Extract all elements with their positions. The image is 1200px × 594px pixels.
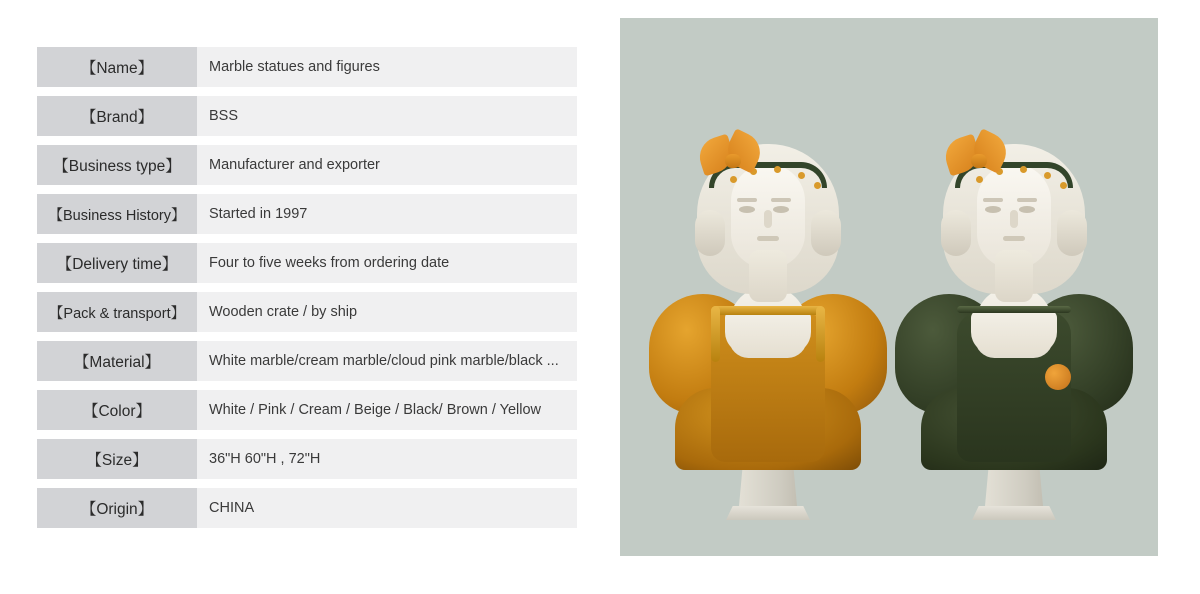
neck bbox=[995, 250, 1033, 302]
bust-gold bbox=[664, 90, 872, 520]
spec-label-business-history: 【Business History】 bbox=[37, 194, 197, 234]
plinth-body bbox=[739, 468, 797, 506]
headband-gem bbox=[798, 172, 805, 179]
spec-value-business-history: Started in 1997 bbox=[197, 194, 577, 234]
table-row bbox=[37, 243, 577, 283]
plinth-base bbox=[972, 506, 1056, 520]
plinth-base bbox=[726, 506, 810, 520]
spec-label-business-type: 【Business type】 bbox=[37, 145, 197, 185]
table-row bbox=[37, 341, 577, 381]
table-row bbox=[37, 96, 577, 136]
spec-value-material: White marble/cream marble/cloud pink marble/black ... bbox=[197, 341, 577, 381]
hair-bow bbox=[699, 132, 773, 180]
table-row bbox=[37, 292, 577, 332]
hair-curl-right bbox=[811, 210, 841, 256]
eye-right bbox=[773, 206, 789, 213]
spec-label-color: 【Color】 bbox=[37, 390, 197, 430]
brow-left bbox=[983, 198, 1003, 202]
spec-label-brand: 【Brand】 bbox=[37, 96, 197, 136]
table-row bbox=[37, 390, 577, 430]
brow-right bbox=[1017, 198, 1037, 202]
eye-right bbox=[1019, 206, 1035, 213]
spec-label-name: 【Name】 bbox=[37, 47, 197, 87]
head-gold bbox=[693, 138, 843, 314]
spec-label-material: 【Material】 bbox=[37, 341, 197, 381]
brow-left bbox=[737, 198, 757, 202]
table-row bbox=[37, 439, 577, 479]
mouth bbox=[757, 236, 779, 241]
neck bbox=[749, 250, 787, 302]
headband-gem bbox=[1044, 172, 1051, 179]
bow-knot bbox=[725, 154, 741, 168]
hair-curl-left bbox=[695, 210, 725, 256]
spec-label-origin: 【Origin】 bbox=[37, 488, 197, 528]
trim-left bbox=[711, 306, 720, 362]
brooch bbox=[1045, 364, 1071, 390]
table-row bbox=[37, 47, 577, 87]
hair-bow bbox=[945, 132, 1019, 180]
spec-label-delivery-time: 【Delivery time】 bbox=[37, 243, 197, 283]
nose bbox=[764, 210, 772, 228]
nose bbox=[1010, 210, 1018, 228]
spec-value-business-type: Manufacturer and exporter bbox=[197, 145, 577, 185]
headband-gem bbox=[1060, 182, 1067, 189]
spec-value-color: White / Pink / Cream / Beige / Black/ Brown / Yellow bbox=[197, 390, 577, 430]
spec-value-name: Marble statues and figures bbox=[197, 47, 577, 87]
head-green bbox=[939, 138, 1089, 314]
spec-label-size: 【Size】 bbox=[37, 439, 197, 479]
bow-knot bbox=[971, 154, 987, 168]
spec-value-pack-transport: Wooden crate / by ship bbox=[197, 292, 577, 332]
plinth-body bbox=[985, 468, 1043, 506]
neckline bbox=[725, 310, 811, 354]
neckline bbox=[971, 310, 1057, 354]
bust-green bbox=[910, 90, 1118, 520]
table-row bbox=[37, 488, 577, 528]
spec-value-origin: CHINA bbox=[197, 488, 577, 528]
spec-value-delivery-time: Four to five weeks from ordering date bbox=[197, 243, 577, 283]
product-photo bbox=[620, 18, 1158, 556]
headband-gem bbox=[1020, 166, 1027, 173]
headband-gem bbox=[774, 166, 781, 173]
spec-value-size: 36"H 60"H , 72"H bbox=[197, 439, 577, 479]
mouth bbox=[1003, 236, 1025, 241]
spec-label-pack-transport: 【Pack & transport】 bbox=[37, 292, 197, 332]
eye-left bbox=[739, 206, 755, 213]
trim-right bbox=[816, 306, 825, 362]
table-row bbox=[37, 194, 577, 234]
spec-value-brand: BSS bbox=[197, 96, 577, 136]
eye-left bbox=[985, 206, 1001, 213]
headband-gem bbox=[814, 182, 821, 189]
table-row bbox=[37, 145, 577, 185]
hair-curl-right bbox=[1057, 210, 1087, 256]
hair-curl-left bbox=[941, 210, 971, 256]
specification-table bbox=[37, 47, 577, 537]
brow-right bbox=[771, 198, 791, 202]
